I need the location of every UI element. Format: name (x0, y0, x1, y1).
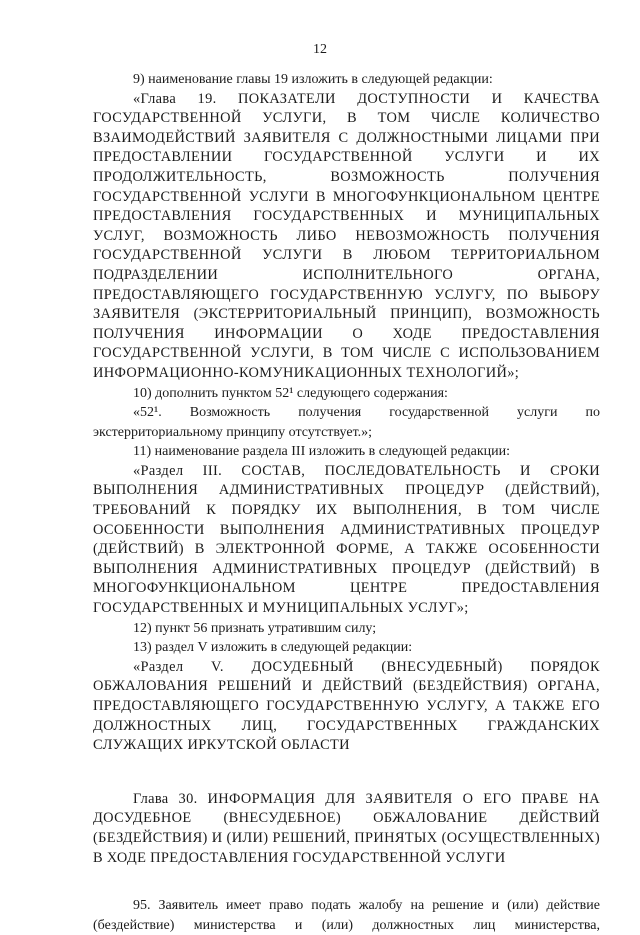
clause-95: 95. Заявитель имеет право подать жалобу на решение и (или) действие (бездействие) министерства и (или) должностных лиц министерства, (93, 898, 600, 933)
chapter-19-title: «Глава 19. ПОКАЗАТЕЛИ ДОСТУПНОСТИ И КАЧЕСТВА ГОСУДАРСТВЕННОЙ УСЛУГИ, В ТОМ ЧИСЛЕ КОЛИЧЕСТВО ВЗАИМОДЕЙСТВИЙ ЗАЯВИТЕЛЯ С ДОЛЖНОСТНЫМИ ЛИЦАМИ ПРИ ПРЕДОСТАВЛЕНИИ ГОСУДАРСТВЕННОЙ УСЛУГИ И ИХ ПРОДОЛЖИТЕЛЬНОСТЬ, ВОЗМОЖНОСТЬ ПОЛУЧЕНИЯ ГОСУДАРСТВЕННОЙ УСЛУГИ В МНОГОФУНКЦИОНАЛЬНОМ ЦЕНТРЕ ПРЕДОСТАВЛЕНИЯ ГОСУДАРСТВЕННЫХ И МУНИЦИПАЛЬНЫХ УСЛУГ, ВОЗМОЖНОСТЬ ЛИБО НЕВОЗМОЖНОСТЬ ПОЛУЧЕНИЯ ГОСУДАРСТВЕННОЙ УСЛУГИ В ЛЮБОМ ТЕРРИТОРИАЛЬНОМ ПОДРАЗДЕЛЕНИИ ИСПОЛНИТЕЛЬНОГО ОРГАНА, ПРЕДОСТАВЛЯЮЩЕГО ГОСУДАРСТВЕННУЮ УСЛУГУ, ПО ВЫБОРУ ЗАЯВИТЕЛЯ (ЭКСТЕРРИТОРИАЛЬНЫЙ ПРИНЦИП), ВОЗМОЖНОСТЬ ПОЛУЧЕНИЯ ИНФОРМАЦИИ О ХОДЕ ПРЕДОСТАВЛЕНИЯ ГОСУДАРСТВЕННОЙ УСЛУГИ, В ТОМ ЧИСЛЕ С ИСПОЛЬЗОВАНИЕМ ИНФОРМАЦИОННО-КОМУНИКАЦИОННЫХ ТЕХНОЛОГИЙ»; (93, 90, 600, 381)
page-number: 12 (313, 42, 327, 57)
section-5-title: «Раздел V. ДОСУДЕБНЫЙ (ВНЕСУДЕБНЫЙ) ПОРЯДОК ОБЖАЛОВАНИЯ РЕШЕНИЙ И ДЕЙСТВИЙ (БЕЗДЕЙСТВИЯ) ОРГАНА, ПРЕДОСТАВЛЯЮЩЕГО ГОСУДАРСТВЕННУЮ УСЛУГУ, А ТАКЖЕ ЕГО ДОЛЖНОСТНЫХ ЛИЦ, ГОСУДАРСТВЕННЫХ ГРАЖДАНСКИХ СЛУЖАЩИХ ИРКУТСКОЙ ОБЛАСТИ (93, 658, 600, 754)
section-3-title: «Раздел III. СОСТАВ, ПОСЛЕДОВАТЕЛЬНОСТЬ И СРОКИ ВЫПОЛНЕНИЯ АДМИНИСТРАТИВНЫХ ПРОЦЕДУР (ДЕЙСТВИЙ), ТРЕБОВАНИЙ К ПОРЯДКУ ИХ ВЫПОЛНЕНИЯ, В ТОМ ЧИСЛЕ ОСОБЕННОСТИ ВЫПОЛНЕНИЯ АДМИНИСТРАТИВНЫХ ПРОЦЕДУР (ДЕЙСТВИЙ) В ЭЛЕКТРОННОЙ ФОРМЕ, А ТАКЖЕ ОСОБЕННОСТИ ВЫПОЛНЕНИЯ АДМИНИСТРАТИВНЫХ ПРОЦЕДУР (ДЕЙСТВИЙ) В МНОГОФУНКЦИОНАЛЬНОМ ЦЕНТРЕ ПРЕДОСТАВЛЕНИЯ ГОСУДАРСТВЕННЫХ И МУНИЦИПАЛЬНЫХ УСЛУГ»; (93, 462, 600, 617)
chapter-30-title: Глава 30. ИНФОРМАЦИЯ ДЛЯ ЗАЯВИТЕЛЯ О ЕГО ПРАВЕ НА ДОСУДЕБНОЕ (ВНЕСУДЕБНОЕ) ОБЖАЛОВАНИЕ ДЕЙСТВИЙ (БЕЗДЕЙСТВИЯ) И (ИЛИ) РЕШЕНИЙ, ПРИНЯТЫХ (ОСУЩЕСТВЛЕННЫХ) В ХОДЕ ПРЕДОСТАВЛЕНИЯ ГОСУДАРСТВЕННОЙ УСЛУГИ (93, 790, 600, 866)
clause-52-1: «52¹. Возможность получения государственной услуги по экстерриториальному принципу отсутствует.»; (93, 405, 600, 440)
paragraph-item-13: 13) раздел V изложить в следующей редакции: (133, 640, 413, 656)
document-body (93, 70, 600, 935)
paragraph-item-11: 11) наименование раздела III изложить в следующей редакции: (133, 444, 511, 460)
paragraph-item-12: 12) пункт 56 признать утратившим силу; (133, 620, 377, 636)
paragraph-item-10: 10) дополнить пунктом 52¹ следующего содержания: (133, 385, 448, 401)
paragraph-item-9: 9) наименование главы 19 изложить в следующей редакции: (133, 72, 493, 87)
spacer (93, 756, 600, 790)
spacer (93, 868, 600, 896)
